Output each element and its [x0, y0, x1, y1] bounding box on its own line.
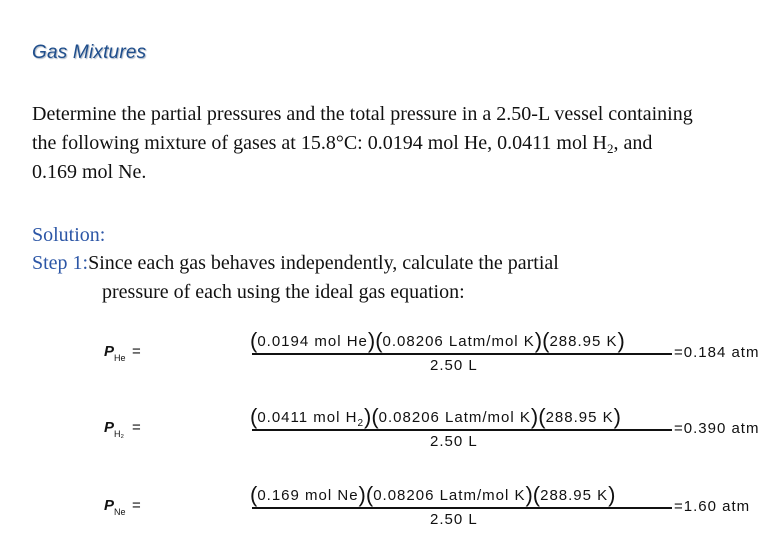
denominator: 2.50 L — [430, 511, 478, 528]
equals-sign: = — [132, 419, 141, 436]
term-moles: 0.0411 mol H — [257, 409, 358, 426]
fraction-bar — [252, 353, 672, 355]
term-temperature: 288.95 K — [540, 487, 609, 504]
term-moles: 0.0194 mol He — [257, 333, 368, 350]
result: =1.60 atm — [674, 498, 751, 515]
problem-statement — [32, 100, 702, 187]
step-1-line2: pressure of each using the ideal gas equation: — [102, 281, 465, 303]
equation-h2 — [104, 404, 759, 464]
step-1 — [32, 249, 702, 307]
term-temperature: 288.95 K — [545, 409, 614, 426]
result: =0.184 atm — [674, 344, 759, 361]
term-gas-constant: 0.08206 Latm/mol K — [378, 409, 531, 426]
equals-sign: = — [132, 497, 141, 514]
term-temperature: 288.95 K — [549, 333, 618, 350]
fraction-bar — [252, 429, 672, 431]
pressure-symbol: $P_{He}$ — [104, 343, 126, 363]
equals-sign: = — [132, 343, 141, 360]
equation-he — [104, 328, 759, 388]
solution-heading: Solution: — [32, 224, 106, 246]
step-1-line1: Since each gas behaves independently, calculate the partial — [88, 252, 559, 274]
problem-subscript: 2 — [606, 141, 614, 156]
numerator: (0.169 mol Ne)(0.08206 Latm/mol K)(288.95 K) — [250, 482, 616, 507]
numerator: (0.0194 mol He)(0.08206 Latm/mol K)(288.95 K) — [250, 328, 625, 353]
problem-text-part1: Determine the partial pressures and the total pressure in a 2.50-L vessel containing the following mixture of gases at 15.8°C: 0.0194 mol He, 0.0411 mol H — [32, 103, 693, 154]
step-1-label: Step 1: — [32, 252, 89, 274]
term-moles: 0.169 mol Ne — [257, 487, 359, 504]
result: =0.390 atm — [674, 420, 759, 437]
numerator: (0.0411 mol $H_2)(0.08206$ Latm/mol K)(288.95 K) — [250, 404, 621, 429]
denominator: 2.50 L — [430, 357, 478, 374]
term-gas-constant: 0.08206 Latm/mol K — [373, 487, 526, 504]
pressure-symbol: $P_{H_2}$ — [104, 419, 125, 439]
pressure-symbol: $P_{Ne}$ — [104, 497, 126, 517]
fraction-bar — [252, 507, 672, 509]
problem-text-part2: , and 0.169 mol Ne. — [32, 132, 653, 183]
term-gas-constant: 0.08206 Latm/mol K — [382, 333, 535, 350]
equation-ne — [104, 482, 751, 542]
slide-title: Gas Mixtures — [32, 42, 147, 63]
denominator: 2.50 L — [430, 433, 478, 450]
